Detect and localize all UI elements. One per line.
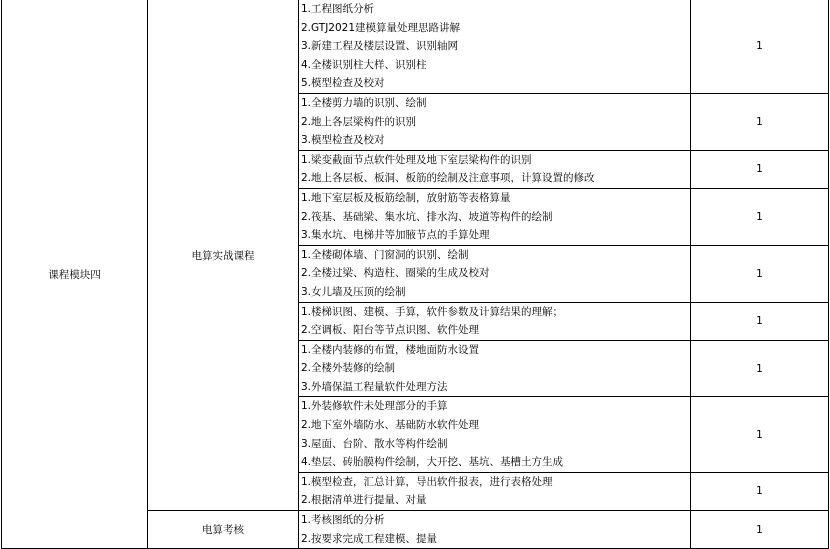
course-name-cell: 电算考核 bbox=[148, 511, 299, 549]
content-line: 5.模型检查及校对 bbox=[301, 77, 385, 90]
content-cell bbox=[299, 245, 691, 302]
content-line: 4.垫层、砖胎膜构件绘制，大开挖、基坑、基槽土方生成 bbox=[301, 456, 564, 469]
content-cell bbox=[299, 340, 691, 397]
content-line: 3.模型检查及校对 bbox=[301, 134, 385, 147]
content-cell bbox=[299, 397, 691, 472]
content-line: 2.空调板、阳台等节点识图、软件处理 bbox=[301, 324, 480, 337]
course-schedule-body bbox=[2, 0, 829, 549]
table-row bbox=[2, 0, 829, 93]
content-line: 3.屋面、台阶、散水等构件绘制 bbox=[301, 437, 448, 450]
content-line: 2.GTJ2021建模算量处理思路讲解 bbox=[301, 21, 461, 34]
content-line: 2.地上各层板、板洞、板筋的绘制及注意事项，计算设置的修改 bbox=[301, 172, 595, 185]
content-cell bbox=[299, 0, 691, 93]
content-line: 1.梁变截面节点软件处理及地下室层梁构件的识别 bbox=[301, 153, 532, 166]
content-line: 3.集水坑、电梯井等加腋节点的手算处理 bbox=[301, 229, 490, 242]
hours-cell: 1 bbox=[691, 511, 829, 549]
content-line: 4.全楼识别柱大样、识别柱 bbox=[301, 58, 427, 71]
hours-cell: 1 bbox=[691, 302, 829, 340]
content-cell bbox=[299, 188, 691, 245]
content-cell bbox=[299, 93, 691, 150]
content-cell bbox=[299, 150, 691, 188]
content-line: 1.楼梯识图、建模、手算，软件参数及计算结果的理解； bbox=[301, 305, 564, 318]
course-schedule-table bbox=[1, 0, 829, 549]
hours-cell: 1 bbox=[691, 93, 829, 150]
course-name-cell: 电算实战课程 bbox=[148, 0, 299, 511]
content-line: 2.根据清单进行提量、对量 bbox=[301, 494, 427, 507]
hours-cell: 1 bbox=[691, 245, 829, 302]
content-line: 2.全楼过梁、构造柱、圈梁的生成及校对 bbox=[301, 267, 490, 280]
content-line: 1.模型检查，汇总计算，导出软件报表，进行表格处理 bbox=[301, 475, 553, 488]
content-line: 2.按要求完成工程建模、提量 bbox=[301, 532, 438, 545]
content-line: 1.地下室层板及板筋绘制，放射筋等表格算量 bbox=[301, 191, 511, 204]
hours-cell: 1 bbox=[691, 188, 829, 245]
content-line: 1.工程图纸分析 bbox=[301, 3, 375, 15]
module-name-cell: 课程模块四 bbox=[2, 0, 148, 549]
hours-cell: 1 bbox=[691, 472, 829, 510]
content-line: 2.地下室外墙防水、基础防水软件处理 bbox=[301, 419, 480, 432]
hours-cell: 1 bbox=[691, 150, 829, 188]
content-line: 3.新建工程及楼层设置、识别轴网 bbox=[301, 40, 459, 53]
content-line: 1.全楼砌体墙、门窗洞的识别、绘制 bbox=[301, 248, 469, 261]
content-line: 3.女儿墙及压顶的绘制 bbox=[301, 285, 406, 298]
content-line: 2.筏基、基础梁、集水坑、排水沟、坡道等构件的绘制 bbox=[301, 210, 553, 223]
content-line: 1.考核图纸的分析 bbox=[301, 514, 385, 527]
hours-cell: 1 bbox=[691, 0, 829, 93]
content-line: 3.外墙保温工程量软件处理方法 bbox=[301, 380, 448, 393]
content-cell bbox=[299, 472, 691, 510]
content-line: 1.外装修软件未处理部分的手算 bbox=[301, 400, 448, 413]
hours-cell: 1 bbox=[691, 340, 829, 397]
content-line: 1.全楼剪力墙的识别、绘制 bbox=[301, 96, 427, 109]
hours-cell: 1 bbox=[691, 397, 829, 472]
content-line: 2.地上各层梁构件的识别 bbox=[301, 115, 417, 128]
content-cell bbox=[299, 511, 691, 549]
content-cell bbox=[299, 302, 691, 340]
content-line: 1.全楼内装修的布置，楼地面防水设置 bbox=[301, 343, 480, 356]
content-line: 2.全楼外装修的绘制 bbox=[301, 362, 396, 375]
